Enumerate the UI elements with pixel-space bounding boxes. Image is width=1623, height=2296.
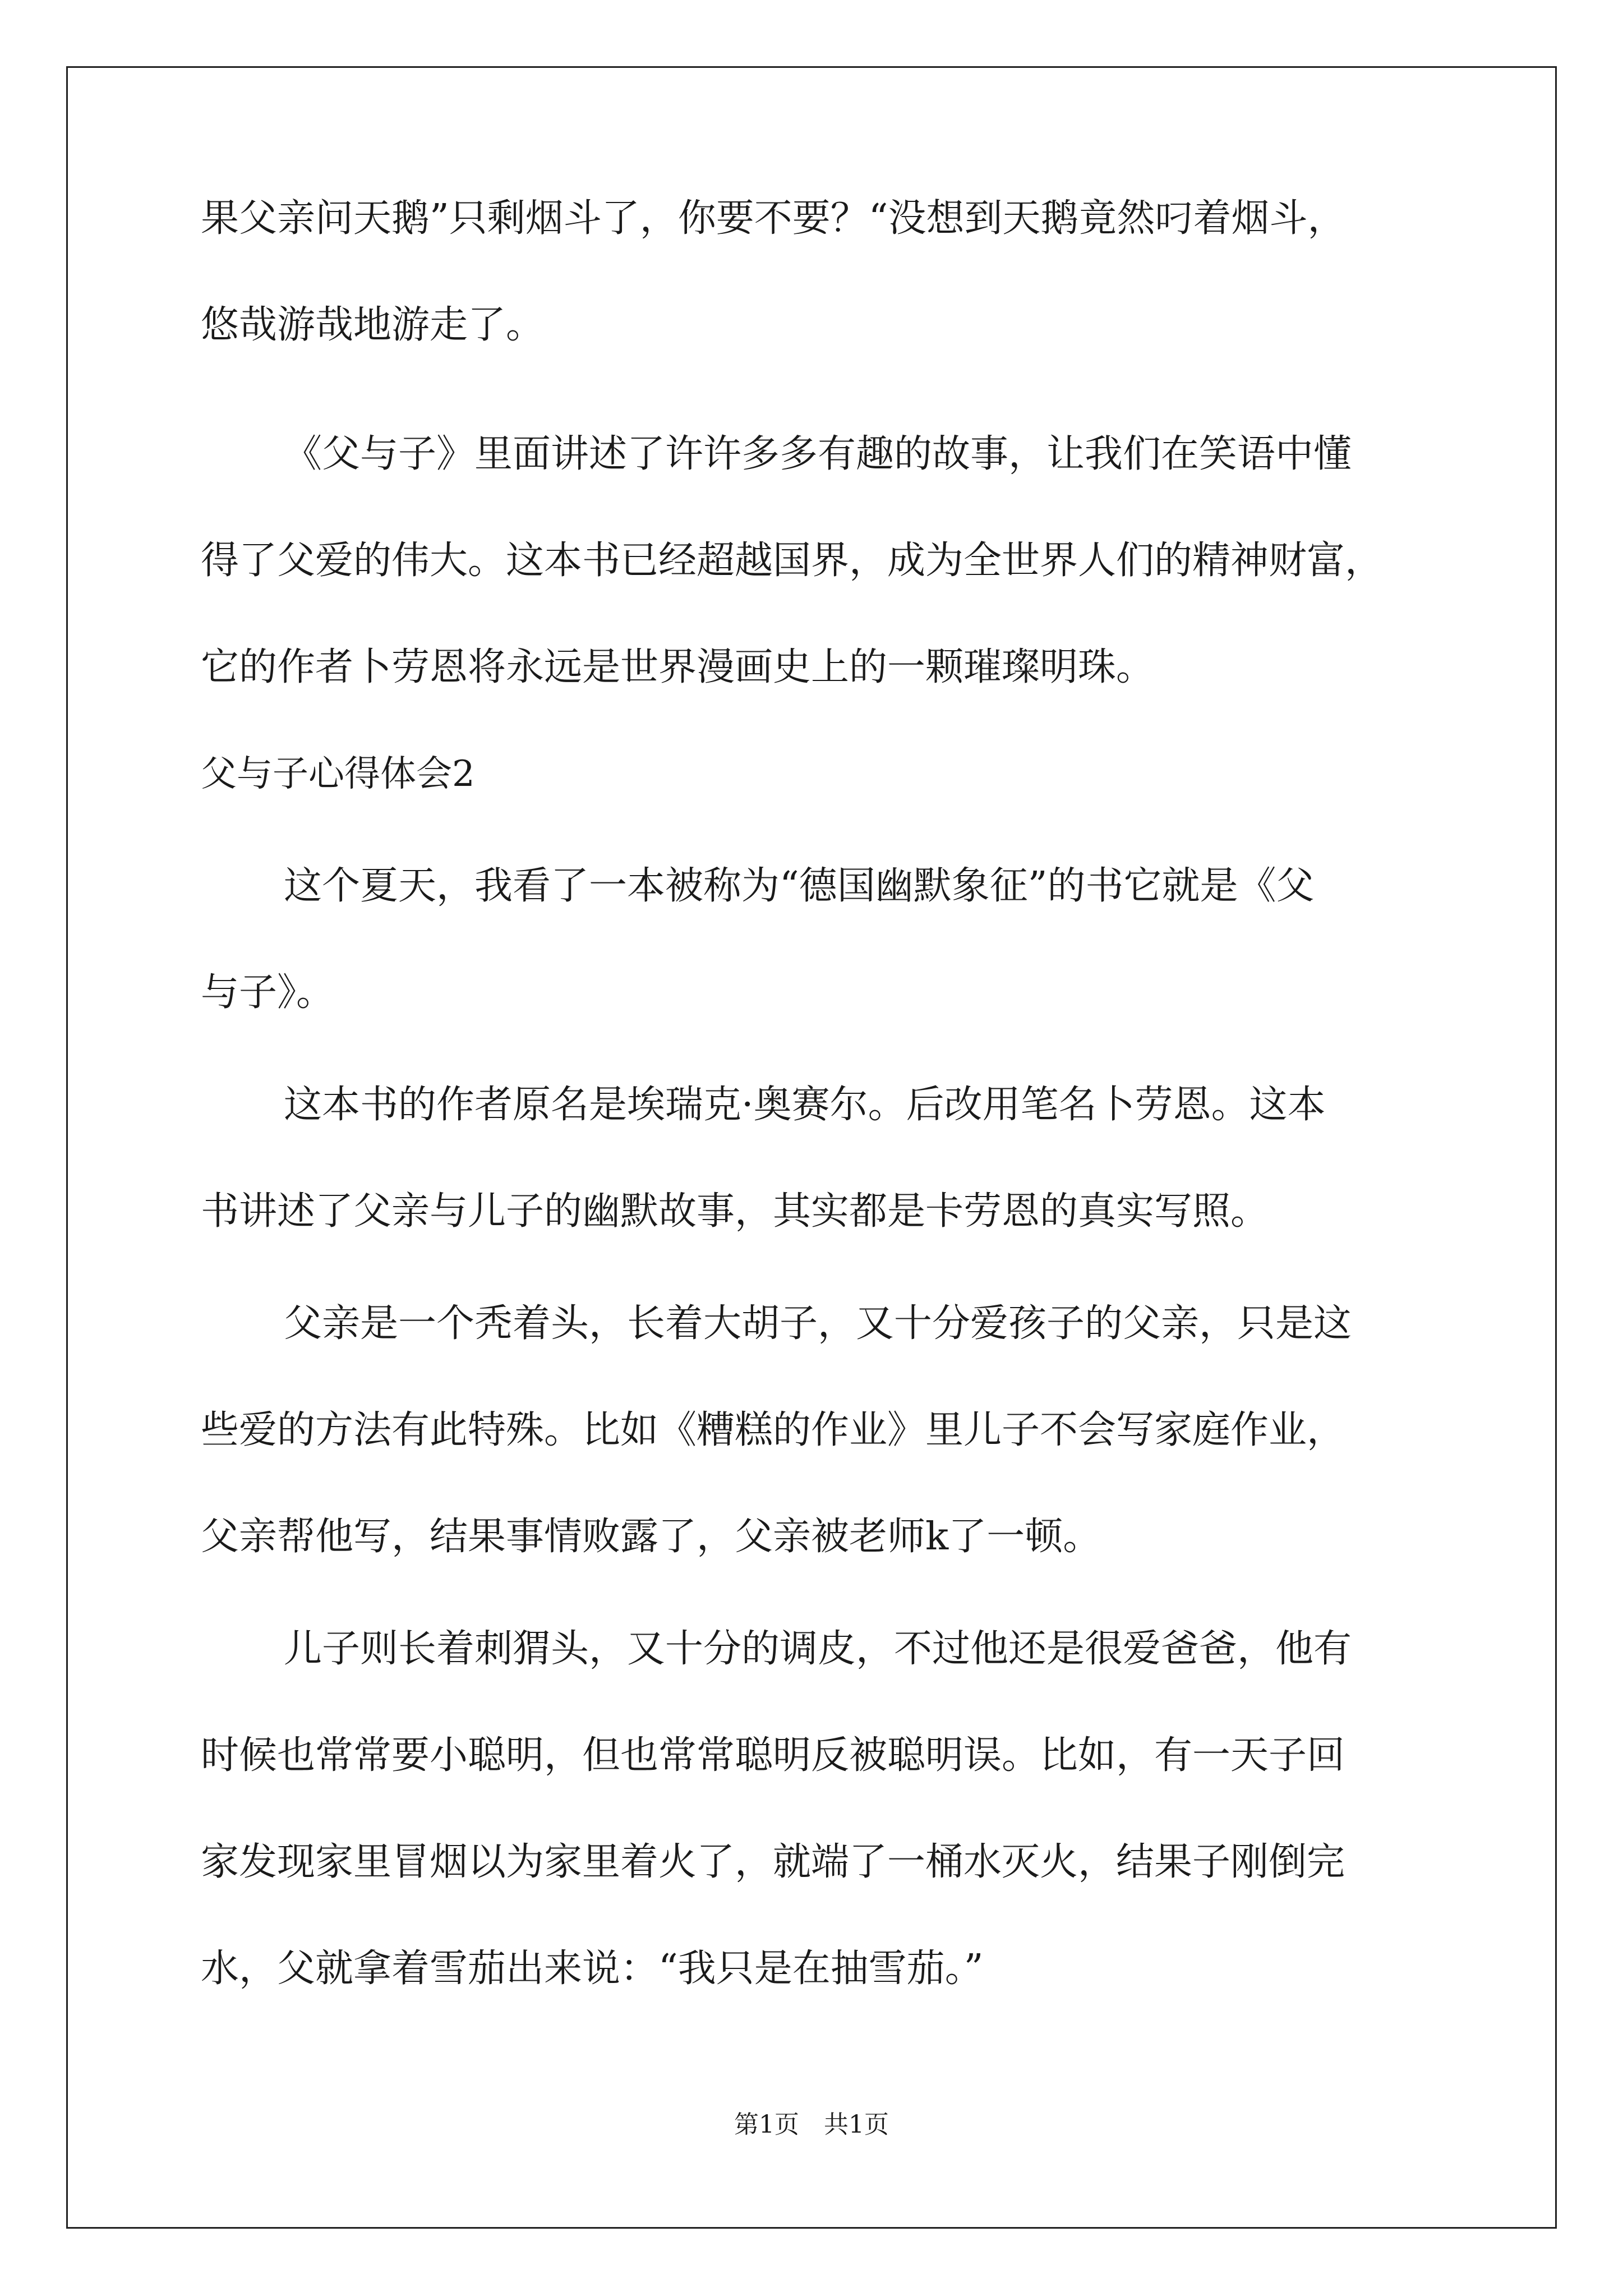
- paragraph-first-line: 这本书的作者原名是埃瑞克·奥赛尔。后改用笔名卜劳恩。这本: [284, 1083, 1326, 1127]
- text-line: 时候也常常要小聪明，但也常常聪明反被聪明误。比如，有一天子回: [201, 1733, 1345, 1778]
- text-line: 与子》。: [201, 970, 335, 1015]
- text-line: 水，父就拿着雪茄出来说：“我只是在抽雪茄。”: [201, 1947, 984, 1991]
- section-heading: 父与子心得体会2: [201, 753, 475, 795]
- page-border: [66, 66, 1557, 2229]
- paragraph-first-line: 父亲是一个秃着头，长着大胡子，又十分爱孩子的父亲，只是这: [284, 1301, 1352, 1346]
- text-line: 得了父爱的伟大。这本书已经超越国界，成为全世界人们的精神财富，: [201, 539, 1384, 583]
- text-line: 些爱的方法有此特殊。比如《糟糕的作业》里儿子不会写家庭作业，: [201, 1408, 1345, 1452]
- paragraph-first-line: 《父与子》里面讲述了许许多多有趣的故事，让我们在笑语中懂: [284, 432, 1352, 476]
- paragraph-first-line: 儿子则长着刺猬头，又十分的调皮，不过他还是很爱爸爸，他有: [284, 1627, 1352, 1671]
- text-line: 父亲帮他写，结果事情败露了，父亲被老师k了一顿。: [201, 1515, 1101, 1559]
- paragraph-first-line: 这个夏天，我看了一本被称为“德国幽默象征”的书它就是《父: [284, 864, 1315, 908]
- text-line: 它的作者卜劳恩将永远是世界漫画史上的一颗璀璨明珠。: [201, 645, 1155, 689]
- text-line: 果父亲问天鹅”只剩烟斗了，你要不要？“没想到天鹅竟然叼着烟斗，: [201, 196, 1346, 241]
- text-line: 悠哉游哉地游走了。: [201, 303, 545, 347]
- text-line: 家发现家里冒烟以为家里着火了，就端了一桶水灭火，结果子刚倒完: [201, 1840, 1345, 1884]
- page-footer: 第1页 共1页: [734, 2110, 889, 2139]
- text-line: 书讲述了父亲与儿子的幽默故事，其实都是卡劳恩的真实写照。: [201, 1189, 1269, 1234]
